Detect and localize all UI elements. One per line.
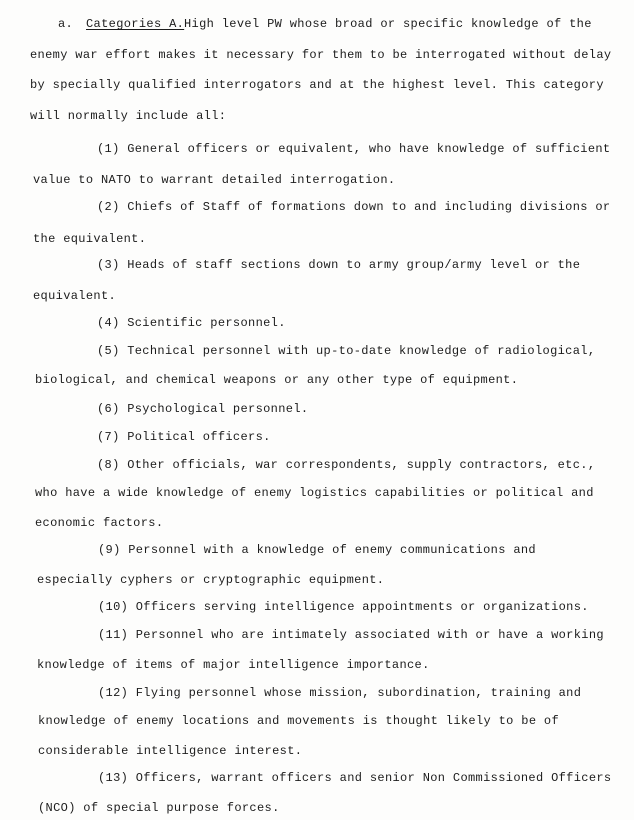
list-item: (7) Political officers. (97, 430, 271, 444)
text-line: equivalent. (33, 289, 117, 303)
text-line: economic factors. (35, 516, 164, 530)
list-item: (3) Heads of staff sections down to army group/army level or the (97, 258, 581, 272)
text-line: the equivalent. (33, 232, 147, 246)
list-item: (9) Personnel with a knowledge of enemy communications and (98, 543, 536, 557)
text-line: by specially qualified interrogators and at the highest level. This category (30, 78, 604, 92)
text-line: (NCO) of special purpose forces. (38, 801, 280, 815)
text-line: High level PW whose broad or specific knowledge of the (184, 17, 592, 31)
text-line: value to NATO to warrant detailed interrogation. (33, 173, 396, 187)
list-item: (11) Personnel who are intimately associated with or have a working (98, 628, 604, 642)
text-line: knowledge of items of major intelligence importance. (37, 658, 430, 672)
list-item: (13) Officers, warrant officers and senior Non Commissioned Officers (98, 771, 612, 785)
list-item: (6) Psychological personnel. (97, 402, 309, 416)
text-line: knowledge of enemy locations and movements is thought likely to be of (38, 714, 560, 728)
heading-marker: a. (58, 17, 74, 31)
list-item: (1) General officers or equivalent, who have knowledge of sufficient (97, 142, 611, 156)
list-item: (2) Chiefs of Staff of formations down to and including divisions or (97, 200, 611, 214)
category-heading: Categories A. (86, 17, 185, 31)
list-item: (10) Officers serving intelligence appointments or organizations. (98, 600, 589, 614)
text-line: biological, and chemical weapons or any other type of equipment. (35, 373, 519, 387)
list-item: (12) Flying personnel whose mission, subordination, training and (98, 686, 582, 700)
text-line: especially cyphers or cryptographic equipment. (37, 573, 385, 587)
list-item: (4) Scientific personnel. (97, 316, 286, 330)
text-line: who have a wide knowledge of enemy logistics capabilities or political and (35, 486, 594, 500)
text-line: will normally include all: (30, 109, 227, 123)
text-line: enemy war effort makes it necessary for them to be interrogated without delay (30, 48, 612, 62)
text-line: considerable intelligence interest. (38, 744, 303, 758)
list-item: (5) Technical personnel with up-to-date knowledge of radiological, (97, 344, 596, 358)
list-item: (8) Other officials, war correspondents, supply contractors, etc., (97, 458, 596, 472)
